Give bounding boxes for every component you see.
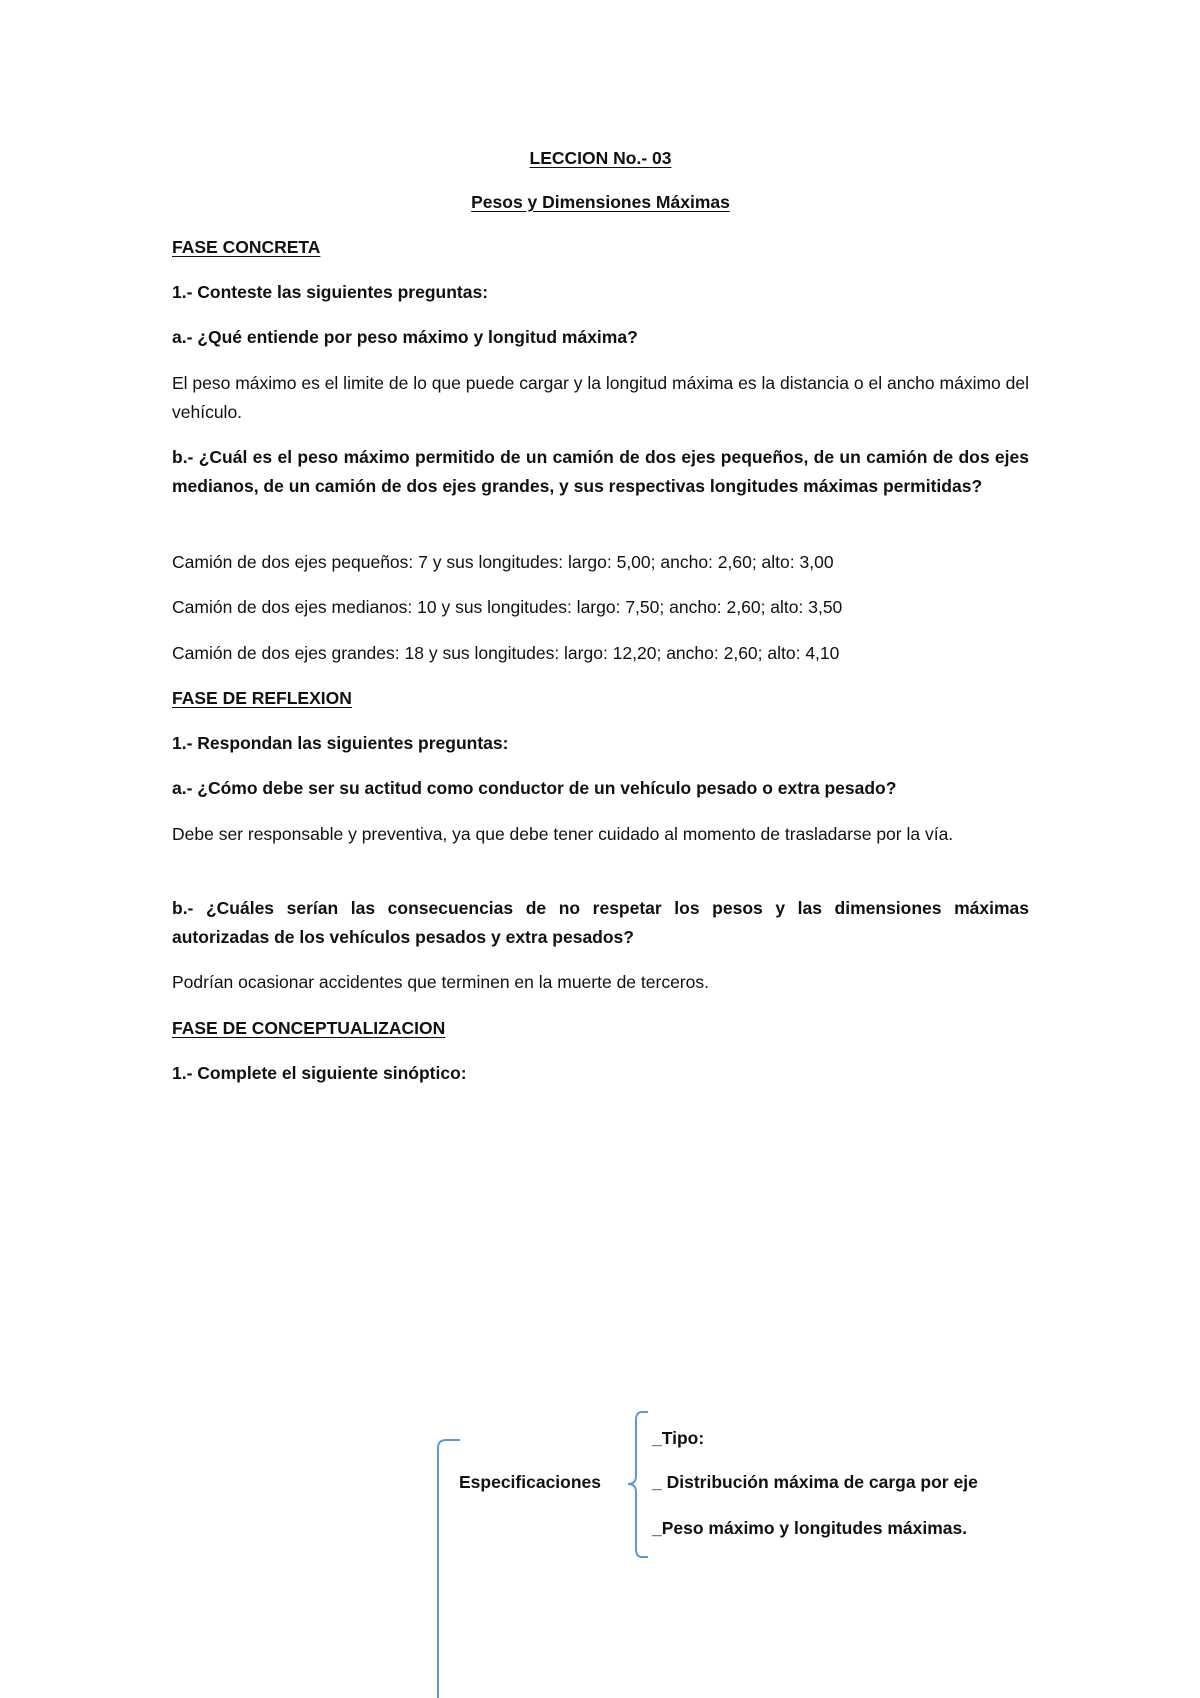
answer-concreta-a: El peso máximo es el limite de lo que puede cargar y la longitud máxima es la distancia o el ancho máximo del vehículo. [172,373,1029,422]
answer-reflexion-b: Podrían ocasionar accidentes que terminen en la muerte de terceros. [172,972,709,992]
section-heading-concreta: FASE CONCRETA [172,237,321,257]
section-heading-reflexion: FASE DE REFLEXION [172,688,352,708]
instruction-reflexion: 1.- Respondan las siguientes preguntas: [172,733,509,753]
outer-bracket [438,1440,460,1698]
section-heading-conceptualizacion: FASE DE CONCEPTUALIZACION [172,1018,446,1038]
synoptic-item-1: _Tipo: [652,1428,705,1448]
lesson-title: LECCION No.- 03 [529,148,672,168]
question-reflexion-b: b.- ¿Cuáles serían las consecuencias de no respetar los pesos y las dimensiones máximas autorizadas de los vehículos pesados y extra pesados? [172,898,1029,947]
answer-concreta-b-1: Camión de dos ejes pequeños: 7 y sus longitudes: largo: 5,00; ancho: 2,60; alto: 3,00 [172,552,834,572]
question-reflexion-a: a.- ¿Cómo debe ser su actitud como conductor de un vehículo pesado o extra pesado? [172,778,897,798]
synoptic-main-label: Especificaciones [459,1472,602,1492]
answer-reflexion-a: Debe ser responsable y preventiva, ya que debe tener cuidado al momento de trasladarse por la vía. [172,824,954,844]
synoptic-item-3: _Peso máximo y longitudes máximas. [652,1518,968,1538]
question-concreta-a: a.- ¿Qué entiende por peso máximo y longitud máxima? [172,327,638,347]
instruction-conceptualizacion: 1.- Complete el siguiente sinóptico: [172,1063,467,1083]
instruction-concreta: 1.- Conteste las siguientes preguntas: [172,282,489,302]
answer-concreta-b-2: Camión de dos ejes medianos: 10 y sus longitudes: largo: 7,50; ancho: 2,60; alto: 3,50 [172,597,843,617]
answer-concreta-b-3: Camión de dos ejes grandes: 18 y sus longitudes: largo: 12,20; ancho: 2,60; alto: 4,10 [172,643,840,663]
inner-bracket [628,1412,648,1557]
question-concreta-b: b.- ¿Cuál es el peso máximo permitido de un camión de dos ejes pequeños, de un camión de dos ejes medianos, de un camión de dos ejes grandes, y sus respectivas longitudes máximas permitidas? [172,447,1029,496]
lesson-subtitle: Pesos y Dimensiones Máximas [471,192,730,212]
synoptic-item-2: _ Distribución máxima de carga por eje [652,1472,978,1492]
